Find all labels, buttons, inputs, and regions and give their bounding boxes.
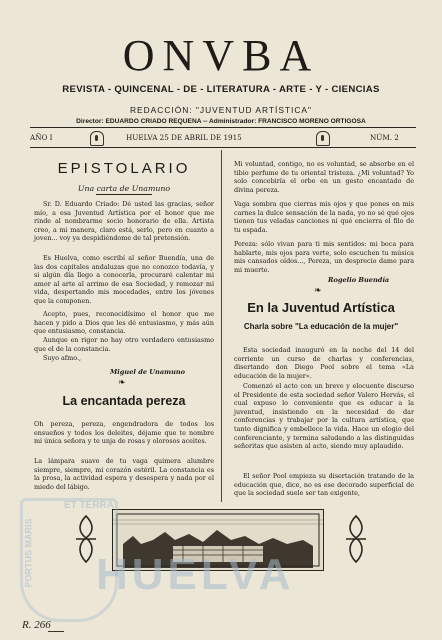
bar-ornament-left-icon	[90, 131, 104, 146]
letter-paragraph-1: Sr. D. Eduardo Criado: Dé usted las gracias, señor mío, a esa Juventud Artística por el honor que me rinde al nombrarme socio honorario de ella. Artista creo, a mi manera, claro está, serlo, pero en cuanto a joven... voy ya despidiéndome de tal pretensión.	[34, 200, 214, 243]
letter-paragraph-4: Aunque en rigor no hay otro verdadero entusiasmo que el de la constancia.	[34, 336, 214, 353]
talk-subheading: Charla sobre "La educación de la mujer"	[243, 322, 399, 331]
talk-paragraph-3: El señor Pool empieza su disertación tratando de la educación que, dice, no es ese decorado superficial de que la sociedad suele ser tan exigente,	[234, 472, 414, 498]
right-column	[228, 150, 414, 505]
poem-stanza-5: Pereza: sólo vivan para ti mis sentidos: mi boca para hablarte, mis ojos para verte, solo escuchen tu música mis cansados oídos..., Pereza, un desprecio dame para mi muerte.	[234, 240, 414, 274]
bar-ornament-right-icon	[316, 131, 330, 146]
letter-subheading: Una carta de Unamuno	[77, 184, 171, 193]
section-heading-juventud: En la Juventud Artística	[247, 300, 395, 315]
top-rule	[30, 127, 416, 128]
magazine-title: ONVBA	[122, 31, 320, 80]
letter-paragraph-3: Acepto, pues, reconocidísimo el honor que me hacen y pido a Dios que les dé entusiasmo, y más aún que entusiasmo, constancia.	[34, 310, 214, 336]
handwritten-shelfmark: R. 266	[22, 619, 51, 631]
letter-paragraph-2: Es Huelva, como escribí al señor Buendía, una de las dos capitales andaluzas que no conozco todavía, y si algún día llego a conocerla, procuraré calentar mi amor al arte al arrimo de esa Sociedad, y remozar mi vida, despertando mis mocedades, entre los jóvenes que la componen.	[34, 254, 214, 305]
issue-number: NÚM. 2	[370, 133, 399, 142]
stamp-motto: ET TERRA	[64, 500, 114, 511]
issue-place-date: HUELVA 25 DE ABRIL DE 1915	[126, 133, 242, 142]
letter-signature: Miguel de Unamuno	[110, 368, 186, 376]
subheading-underline	[96, 194, 152, 195]
fleuron-icon: ❧	[118, 378, 127, 388]
masthead	[0, 31, 442, 125]
shelfmark-underline	[48, 631, 64, 632]
stamp-city: HUELVA	[96, 550, 295, 599]
floral-ornament-right-icon	[344, 514, 368, 564]
staff-line: Director: EDUARDO CRIADO REQUENA -- Administrador: FRANCISCO MORENO ORTIGOSA	[76, 118, 366, 125]
issue-year: AÑO I	[30, 133, 53, 142]
poem-title: La encantada pereza	[62, 394, 186, 408]
editorial-line: REDACCIÓN: "JUVENTUD ARTÍSTICA"	[130, 105, 312, 115]
left-column	[34, 150, 214, 505]
column-divider	[221, 150, 222, 502]
section-heading-epistolario: EPISTOLARIO	[57, 160, 191, 177]
poem-stanza-2: La lámpara suave de tu vaga quimera alumbre siempre, siempre, mi corazón estéril. La constancia es la prosa, la actividad espera y desespera y nada por el miedo del lábigo.	[34, 457, 214, 491]
letter-closing: Suyo afmo.,	[43, 354, 82, 362]
poem-stanza-3: Mi voluntad, contigo, no es voluntad, se absorbe en el tibio perfume de tu oriental tristeza. ¿Mi voluntad? Yo solo concebiría el orbe en un gesto encantado de divina pereza.	[234, 160, 414, 194]
stamp-side-text: PORTUS MARIS	[23, 518, 34, 588]
fleuron-right-icon: ❧	[314, 286, 323, 296]
poem-signature: Rogelio Buendía	[328, 276, 390, 284]
poem-stanza-1: Oh pereza, pereza, engendradora de todos los ensueños y todos los deleites, déjame que te nombre mi única señora y te unja de rosas y olorosos aceites.	[34, 420, 214, 446]
bar-rule	[30, 147, 416, 148]
talk-paragraph-1: Esta sociedad inauguró en la noche del 14 del corriente un curso de charlas y conferencias, disertando don Diego Pool sobre el tema «La educación de la mujer».	[234, 346, 414, 380]
talk-paragraph-2: Comenzó el acto con un breve y elocuente discurso el Presidente de esta sociedad señor Valero Hervás, el cual expuso lo conveniente que es educar a la juventud, insistiendo en la necesidad de dar conferencias y trabajar por la cultura artística, que tanto dignifica y embellece la vida. Hace un elogio del conferenciante, y termina saludando a las distinguidas señoritas que asisten al acto, siendo muy aplaudido.	[234, 382, 414, 451]
magazine-subtitle: REVISTA - QUINCENAL - DE - LITERATURA - ARTE - Y - CIENCIAS	[62, 84, 380, 95]
poem-stanza-4: Vaga sombra que cierras mis ojos y que pones en mis carnes la dulce sensación de la nada, yo no sé qué ojos tienen tus veladas canciones ni qué encierra el filo de tu espada.	[234, 200, 414, 234]
issue-bar	[30, 130, 416, 146]
